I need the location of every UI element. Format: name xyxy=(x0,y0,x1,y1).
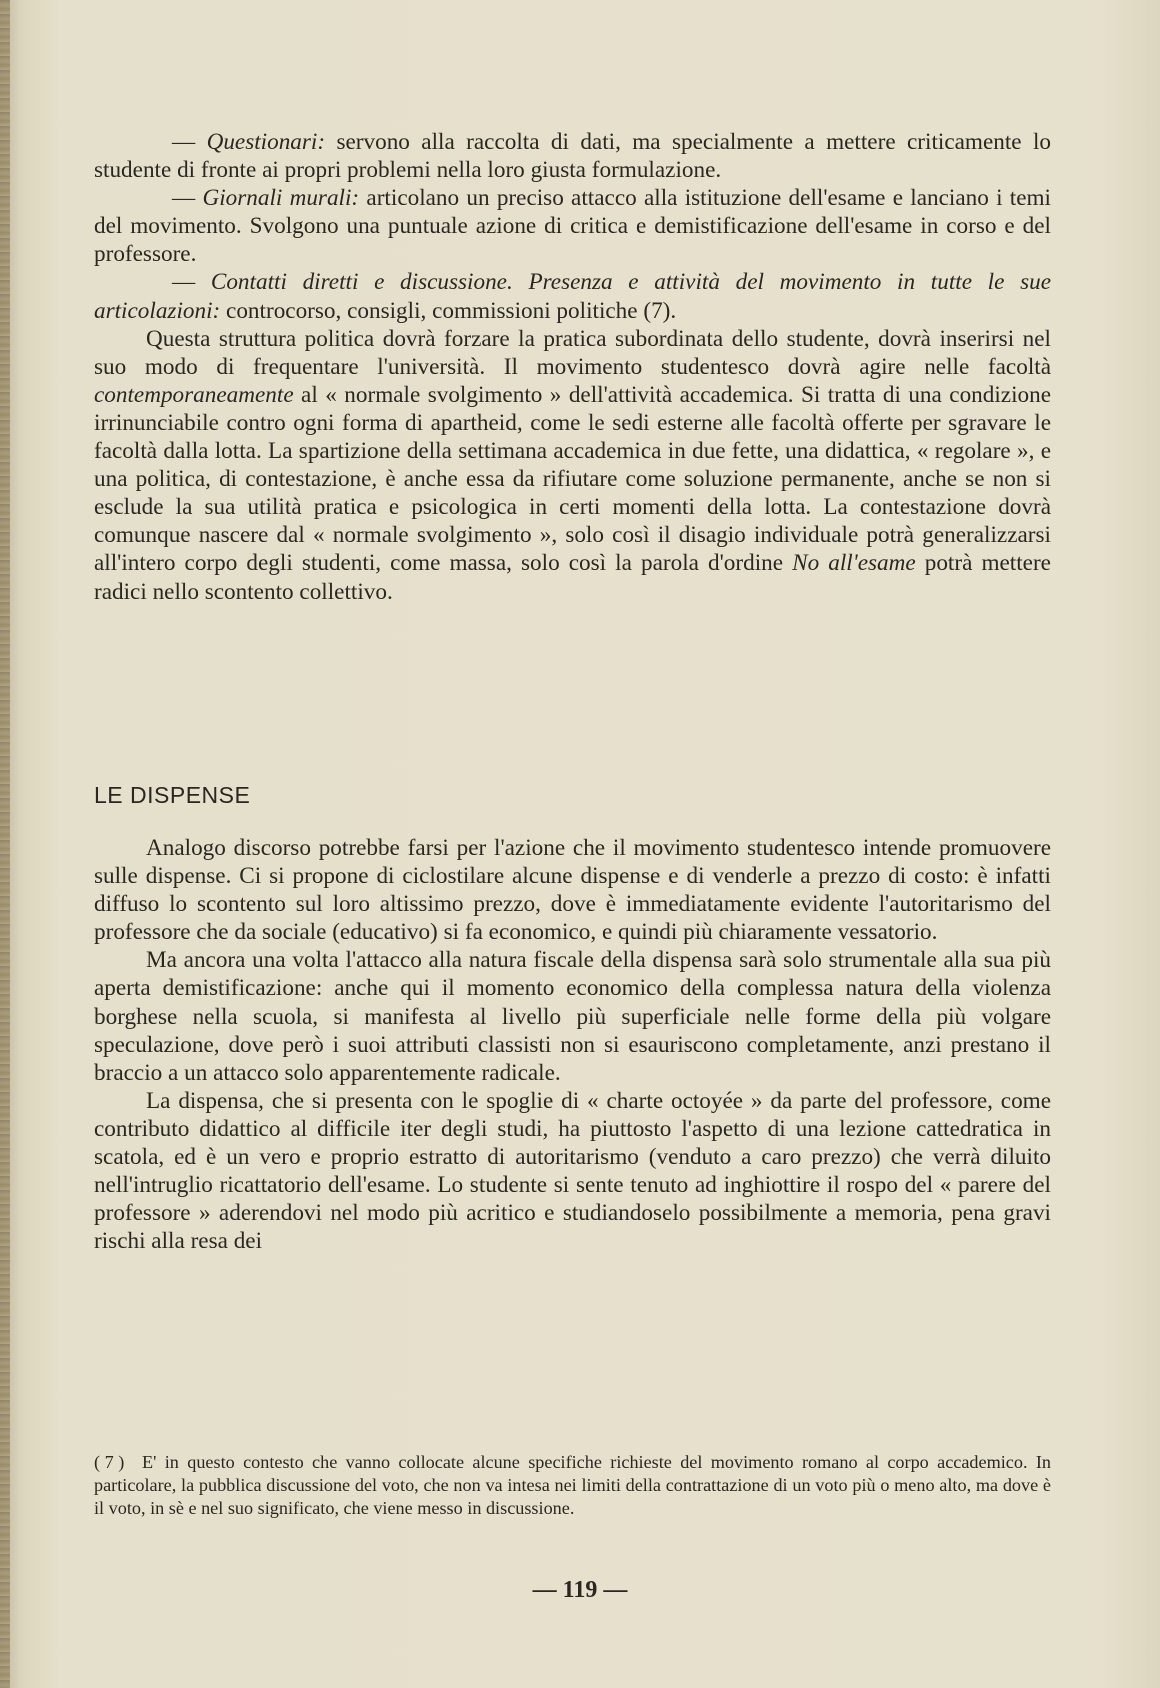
paragraph-contatti-diretti: — Contatti diretti e discussione. Presenza e attività del movimento in tutte le sue articolazioni: controcorso, consigli, commissioni politiche (7). xyxy=(94,269,1052,324)
footnote-text: E' in questo contesto che vanno collocate alcune specifiche richieste del movimento romano al corpo accademico. In particolare, la pubblica discussione del voto, che non va intesa nei limiti della contrattazione di un voto più o meno alto, ma dove è il voto, in sè e nel suo significato, che viene messo in discussione. xyxy=(94,1452,1051,1518)
paragraph-struttura-politica: Questa struttura politica dovrà forzare la pratica subordinata dello studente, dovrà inserirsi nel suo modo di frequentare l'università. Il movimento studentesco dovrà agire nelle facoltà contemporaneamente al « normale svolgimento » dell'attività accademica. Si tratta di una condizione irrinunciabile contro ogni forma di apartheid, come le sedi esterne alle facoltà offerte per sgravare le facoltà dalla lotta. La spartizione della settimana accademica in due fette, una didattica, « regolare », e una politica, di contestazione, è anche essa da rifiutare come soluzione permanente, anche se non si esclude la sua utilità pratica e psicologica in certi momenti della lotta. La contestazione dovrà comunque nascere dal « normale svolgimento », solo così il disagio individuale potrà generalizzarsi all'intero corpo degli studenti, come massa, solo così la parola d'ordine No all'esame potrà mettere radici nello scontento collettivo. xyxy=(94,325,1051,605)
footnote xyxy=(94,1451,1051,1519)
dispense-text-block xyxy=(94,834,1051,1255)
paragraph-dispense-3: La dispensa, che si presenta con le spoglie di « charte octoyée » da parte del professore, come contributo didattico al difficile iter degli studi, ha piuttosto l'aspetto di una lezione cattedratica in scatola, ed è un vero e proprio estratto di autoritarismo (venduto a caro prezzo) che verrà diluito nell'intruglio ricattatorio dell'esame. Lo studente si sente tenuto ad inghiottire il rospo del « parere del professore » aderendovi nel modo più acritico e studiandoselo possibilmente a memoria, pena gravi rischi alla resa dei xyxy=(94,1087,1051,1255)
footnote-marker: ( 7 ) xyxy=(94,1452,125,1472)
paragraph-questionari: — Questionari: servono alla raccolta di dati, ma specialmente a mettere criticamente lo studente di fronte ai propri problemi nella loro giusta formulazione. xyxy=(94,129,1051,184)
book-spine-shadow xyxy=(0,0,10,1688)
paragraph-giornali-murali: — Giornali murali: articolano un preciso attacco alla istituzione dell'esame e lanciano i temi del movimento. Svolgono una puntuale azione di critica e demistificazione dell'esame in corso e del professore. xyxy=(94,185,1051,268)
section-heading: LE DISPENSE xyxy=(94,782,251,808)
top-text-block xyxy=(94,128,1051,606)
paragraph-dispense-2: Ma ancora una volta l'attacco alla natura fiscale della dispensa sarà solo strumentale alla sua più aperta demistificazione: anche qui il momento economico della complessa natura della violenza borghese nella scuola, si manifesta al livello più superficiale nelle forme della più volgare speculazione, dove però i suoi attributi classisti non si esauriscono completamente, anzi prestano il braccio a un attacco solo apparentemente radicale. xyxy=(94,947,1051,1086)
page-number: — 119 — xyxy=(532,1577,628,1603)
paragraph-dispense-1: Analogo discorso potrebbe farsi per l'azione che il movimento studentesco intende promuovere sulle dispense. Ci si propone di ciclostilare alcune dispense e di venderle a prezzo di costo: è infatti diffuso lo scontento sul loro altissimo prezzo, dove è immediatamente evidente l'autoritarismo del professore che da sociale (educativo) si fa economico, e quindi più chiaramente vessatorio. xyxy=(94,835,1051,946)
